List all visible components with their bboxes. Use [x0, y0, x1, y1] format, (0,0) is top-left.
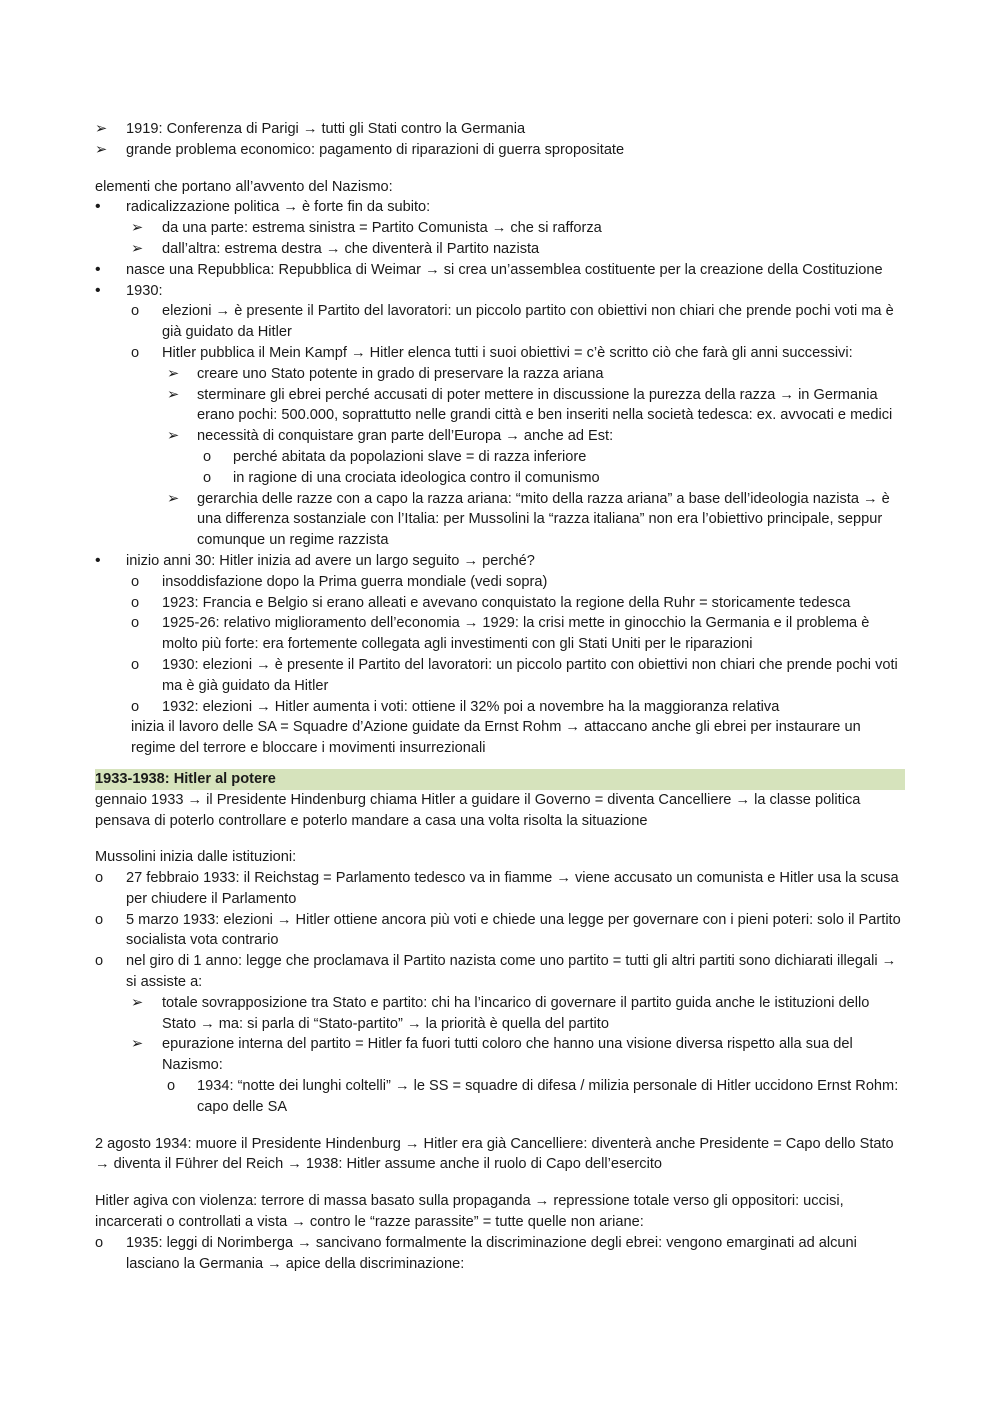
list-item: [95, 447, 905, 468]
circle-bullet-icon: o: [131, 698, 140, 715]
document-body: [95, 119, 905, 1274]
circle-bullet-icon: o: [131, 656, 140, 673]
list-item: [95, 260, 905, 281]
item-text: 1925-26: relativo miglioramento dell’economia → 1929: la crisi mette in ginocchio la Germania e il problema è molto più forte: era fortemente collegata agli investimenti con gli Stati Uniti per le riparazioni: [162, 615, 870, 653]
arrow-bullet-icon: ➢: [131, 240, 144, 257]
arrow-bullet-icon: ➢: [131, 220, 144, 237]
circle-bullet-icon: o: [131, 344, 140, 361]
arrow-bullet-icon: ➢: [167, 386, 180, 403]
section-intro: elementi che portano all’avvento del Nazismo:: [95, 178, 393, 195]
list-item: [95, 655, 905, 697]
item-text: nasce una Repubblica: Repubblica di Weimar → si crea un’assemblea costituente per la creazione della Costituzione: [126, 261, 883, 278]
circle-bullet-icon: o: [95, 870, 104, 887]
circle-bullet-icon: o: [95, 1234, 104, 1251]
list-item: [95, 385, 905, 427]
list-item: [95, 551, 905, 572]
list-item: [95, 593, 905, 614]
circle-bullet-icon: o: [131, 303, 140, 320]
institutions-intro: Mussolini inizia dalle istituzioni:: [95, 849, 297, 866]
item-text: 5 marzo 1933: elezioni → Hitler ottiene ancora più voti e chiede una legge per governare con i pieni poteri: solo il Partito socialista vota contrario: [126, 911, 901, 949]
arrow-bullet-icon: ➢: [167, 490, 180, 507]
circle-bullet-icon: o: [167, 1078, 176, 1095]
item-text: perché abitata da popolazioni slave = di razza inferiore: [233, 448, 587, 465]
item-text: radicalizzazione politica → è forte fin da subito:: [126, 199, 431, 216]
spacer: [95, 759, 905, 769]
list-item: [95, 951, 905, 993]
intro-bullet: [95, 119, 905, 140]
list-item: [95, 197, 905, 218]
item-text: 1923: Francia e Belgio si erano alleati e avevano conquistato la regione della Ruhr = storicamente tedesca: [162, 594, 851, 611]
list-item: [95, 868, 905, 910]
list-item: [95, 910, 905, 952]
item-text: elezioni → è presente il Partito del lavoratori: un piccolo partito con obiettivi non chiari che prende pochi voti ma è già guidato da Hitler: [162, 303, 894, 341]
circle-bullet-icon: o: [131, 615, 140, 632]
item-text: in ragione di una crociata ideologica contro il comunismo: [233, 469, 600, 486]
circle-bullet-icon: o: [131, 573, 140, 590]
arrow-bullet-icon: ➢: [95, 121, 108, 137]
item-text: dall’altra: estrema destra → che diventerà il Partito nazista: [162, 240, 540, 257]
paragraph-january-1933: gennaio 1933 → il Presidente Hindenburg chiama Hitler a guidare il Governo = diventa Cancelliere → la classe politica pensava di poterlo controllare e poterlo mandare a casa una volta risolta la situazione: [95, 791, 861, 829]
item-text: inizio anni 30: Hitler inizia ad avere un largo seguito → perché?: [126, 552, 535, 569]
item-text: gerarchia delle razze con a capo la razza ariana: “mito della razza ariana” a base dell’ideologia nazista → è una differenza sostanziale con l’Italia: per Mussolini la “razza italiana” non era l’obiettivo principale, seppur comunque un regime razzista: [197, 490, 890, 549]
spacer: [95, 161, 905, 177]
list-item: [95, 489, 905, 551]
bullet-icon: •: [95, 281, 101, 299]
circle-bullet-icon: o: [203, 469, 212, 486]
item-text: creare uno Stato potente in grado di preservare la razza ariana: [197, 365, 604, 382]
item-text: 1935: leggi di Norimberga → sancivano formalmente la discriminazione degli ebrei: vengono emarginati ad alcuni lasciano la Germania → apice della discriminazione:: [126, 1234, 857, 1272]
item-text: insoddisfazione dopo la Prima guerra mondiale (vedi sopra): [162, 573, 548, 590]
list-item: [95, 426, 905, 447]
item-text: 1930:: [126, 282, 163, 299]
paragraph-august-1934: 2 agosto 1934: muore il Presidente Hindenburg → Hitler era già Cancelliere: diventerà anche Presidente = Capo dello Stato → diventa il Führer del Reich → 1938: Hitler assume anche il ruolo di Capo dell’esercito: [95, 1135, 894, 1173]
spacer: [95, 831, 905, 847]
arrow-bullet-icon: ➢: [131, 994, 144, 1011]
list-item: [95, 993, 905, 1035]
list-item: [95, 343, 905, 364]
paragraph-violence: Hitler agiva con violenza: terrore di massa basato sulla propaganda → repressione totale verso gli oppositori: uccisi, incarcerati o controllati a vista → contro le “razze parassite” = tutte quelle non ariane:: [95, 1193, 844, 1231]
arrow-bullet-icon: ➢: [95, 141, 108, 158]
circle-bullet-icon: o: [95, 953, 104, 970]
arrow-bullet-icon: ➢: [131, 1036, 144, 1053]
list-item: [95, 301, 905, 343]
item-text: 1930: elezioni → è presente il Partito del lavoratori: un piccolo partito con obiettivi non chiari che prende pochi voti ma è già guidato da Hitler: [162, 656, 898, 694]
list-item: [95, 239, 905, 260]
item-text: totale sovrapposizione tra Stato e partito: chi ha l’incarico di governare il partito guida anche le istituzioni dello Stato → ma: si parla di “Stato-partito” → la priorità è quella del partito: [162, 994, 870, 1032]
section-heading: 1933-1938: Hitler al potere: [95, 769, 905, 790]
item-text: sterminare gli ebrei perché accusati di poter mettere in discussione la purezza della razza → in Germania erano pochi: 500.000, soprattutto nelle grandi città e ben inseriti nella società tedesca: ex. avvocati e medici: [197, 386, 893, 424]
item-text: nel giro di 1 anno: legge che proclamava il Partito nazista come uno partito = tutti gli altri partiti sono dichiarati illegali → si assiste a:: [126, 953, 897, 991]
item-text: grande problema economico: pagamento di riparazioni di guerra spropositate: [126, 141, 625, 158]
item-text: epurazione interna del partito = Hitler fa fuori tutti coloro che hanno una visione diversa rispetto alla sua del Nazismo:: [162, 1036, 853, 1074]
spacer: [95, 1175, 905, 1191]
list-item: [95, 572, 905, 593]
list-item: [95, 697, 905, 718]
list-item: [95, 281, 905, 302]
list-item: [95, 1076, 905, 1118]
list-item: [95, 218, 905, 239]
item-text: 1919: Conferenza di Parigi → tutti gli Stati contro la Germania: [126, 121, 526, 137]
arrow-bullet-icon: ➢: [167, 365, 180, 382]
intro-bullet: [95, 140, 905, 161]
bullet-icon: •: [95, 260, 101, 278]
bullet-icon: •: [95, 198, 101, 216]
item-text: 1934: “notte dei lunghi coltelli” → le SS = squadre di difesa / milizia personale di Hitler uccidono Ernst Rohm: capo delle SA: [197, 1078, 899, 1115]
list-item: [95, 468, 905, 489]
spacer: [95, 1118, 905, 1134]
item-text: da una parte: estrema sinistra = Partito Comunista → che si rafforza: [162, 220, 602, 237]
list-item: [95, 613, 905, 655]
item-text: Hitler pubblica il Mein Kampf → Hitler elenca tutti i suoi obiettivi = c’è scritto ciò che farà gli anni successivi:: [162, 344, 853, 361]
item-text: 27 febbraio 1933: il Reichstag = Parlamento tedesco va in fiamme → viene accusato un comunista e Hitler usa la scusa per chiudere il Parlamento: [126, 870, 899, 907]
item-text: necessità di conquistare gran parte dell’Europa → anche ad Est:: [197, 428, 614, 445]
list-item: [95, 1233, 905, 1275]
sa-paragraph: inizia il lavoro delle SA = Squadre d’Azione guidate da Ernst Rohm → attaccano anche gli ebrei per instaurare un regime del terrore e bloccare i movimenti insurrezionali: [131, 719, 861, 757]
circle-bullet-icon: o: [131, 594, 140, 611]
circle-bullet-icon: o: [95, 911, 104, 928]
list-item: [95, 364, 905, 385]
item-text: 1932: elezioni → Hitler aumenta i voti: ottiene il 32% poi a novembre ha la maggioranza relativa: [162, 698, 780, 715]
bullet-icon: •: [95, 551, 101, 569]
list-item: [95, 1034, 905, 1076]
arrow-bullet-icon: ➢: [167, 428, 180, 445]
circle-bullet-icon: o: [203, 448, 212, 465]
